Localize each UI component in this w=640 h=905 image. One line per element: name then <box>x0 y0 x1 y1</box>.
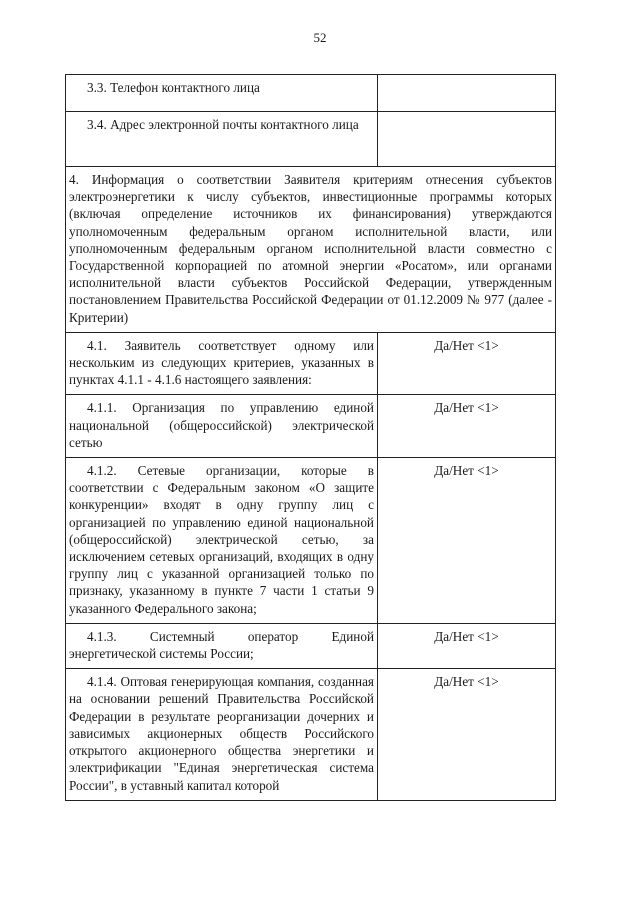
application-form-table <box>65 74 556 801</box>
contact-phone-label: 3.3. Телефон контактного лица <box>66 75 378 112</box>
table-row-4 <box>66 167 556 333</box>
criteria-4-1-4-answer[interactable]: Да/Нет <1> <box>378 669 556 800</box>
page-number: 52 <box>313 30 327 45</box>
table-row-4-1-2 <box>66 458 556 624</box>
contact-phone-value[interactable] <box>378 75 556 112</box>
table-row-4-1-4 <box>66 669 556 800</box>
criteria-4-1-4-label: 4.1.4. Оптовая генерирующая компания, созданная на основании решений Правительства Российской Федерации в результате реорганизации дочерних и зависимых акционерных обществ Российского открытого акционерного общества энергетики и электрификации "Единая энергетическая система России", в уставный капитал которой <box>66 669 378 800</box>
table-row-4-1-1 <box>66 395 556 458</box>
criteria-4-1-3-answer[interactable]: Да/Нет <1> <box>378 623 556 668</box>
criteria-4-1-1-answer[interactable]: Да/Нет <1> <box>378 395 556 458</box>
criteria-info-heading: 4. Информация о соответствии Заявителя критериям отнесения субъектов электроэнергетики к числу субъектов, инвестиционные программы которых (включая определение источников их финансирования) утверждаются уполномоченным федеральным органом исполнительной власти, или уполномоченным федеральным органом исполнительной власти совместно с Государственной корпорацией по атомной энергии «Росатом», или органами исполнительной власти субъектов Российской Федерации, утвержденным постановлением Правительства Российской Федерации от 01.12.2009 № 977 (далее - Критерии) <box>66 167 556 333</box>
table-row-3-4 <box>66 112 556 167</box>
criteria-4-1-2-answer[interactable]: Да/Нет <1> <box>378 458 556 624</box>
contact-email-label: 3.4. Адрес электронной почты контактного лица <box>66 112 378 167</box>
criteria-4-1-answer[interactable]: Да/Нет <1> <box>378 332 556 395</box>
criteria-4-1-3-label: 4.1.3. Системный оператор Единой энергетической системы России; <box>66 623 378 668</box>
criteria-4-1-2-label: 4.1.2. Сетевые организации, которые в соответствии с Федеральным законом «О защите конкуренции» входят в одну группу лиц с организацией по управлению единой национальной (общероссийской) электрической сетью, за исключением сетевых организаций, входящих в одну группу лиц с указанной организацией только по признаку, указанному в пункте 7 части 1 статьи 9 указанного Федерального закона; <box>66 458 378 624</box>
criteria-4-1-1-label: 4.1.1. Организация по управлению единой национальной (общероссийской) электрической сетью <box>66 395 378 458</box>
table-row-3-3 <box>66 75 556 112</box>
table-row-4-1-3 <box>66 623 556 668</box>
table-row-4-1 <box>66 332 556 395</box>
criteria-4-1-label: 4.1. Заявитель соответствует одному или нескольким из следующих критериев, указанных в пунктах 4.1.1 - 4.1.6 настоящего заявления: <box>66 332 378 395</box>
contact-email-value[interactable] <box>378 112 556 167</box>
